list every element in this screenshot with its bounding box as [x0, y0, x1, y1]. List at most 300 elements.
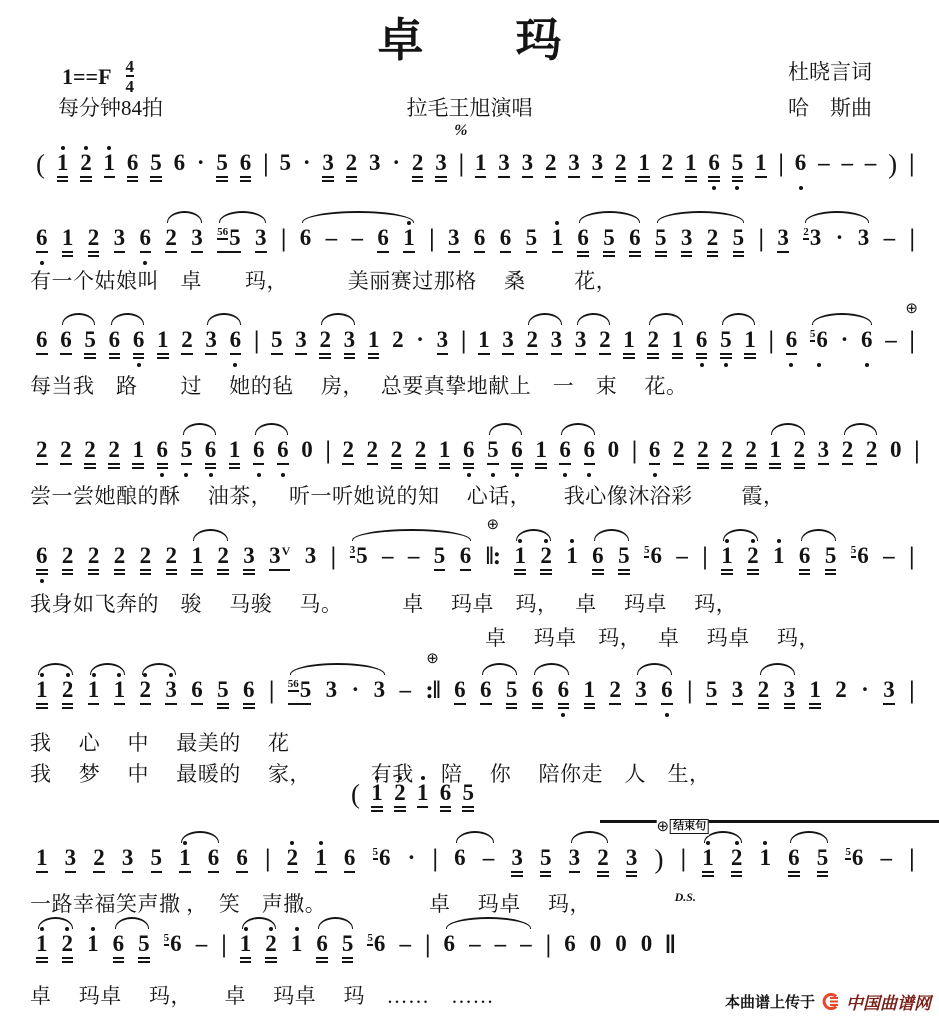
dash-note: –	[325, 225, 338, 250]
upload-note: 本曲谱上传于	[724, 995, 815, 1011]
note: 2	[88, 538, 100, 584]
note: 3	[304, 543, 317, 568]
lyricist-credit: 杜晓言词	[788, 60, 872, 84]
note: 1	[535, 432, 547, 478]
dash-note: –	[676, 543, 688, 568]
octave-dot	[40, 579, 44, 583]
barline: ‖	[665, 930, 675, 959]
grace-note: 56	[287, 678, 299, 690]
note: 1	[371, 775, 383, 821]
key-signature: 1==F	[62, 63, 112, 89]
note: 6	[109, 322, 121, 368]
note: 3	[325, 677, 338, 702]
octave-dot	[491, 473, 495, 477]
note: 6	[480, 672, 492, 718]
note: 1	[769, 432, 781, 478]
note: 5	[618, 538, 630, 584]
note: 6	[708, 145, 720, 191]
note: 1	[315, 840, 327, 886]
note: 5	[655, 220, 667, 266]
slur-arc	[446, 917, 531, 929]
note: 1	[702, 840, 714, 886]
barline: ‖: ⊕	[485, 517, 501, 570]
note: 6	[127, 145, 139, 191]
ending-bracket-line	[600, 820, 939, 823]
barline: |	[687, 677, 692, 704]
note: 1	[623, 322, 635, 368]
note: 3	[295, 322, 307, 368]
barline: |	[778, 150, 783, 177]
barline: | %	[454, 122, 468, 177]
site-logo-icon	[822, 993, 839, 1010]
duration-dot: ·	[351, 677, 360, 702]
dash-note: –	[818, 150, 830, 175]
barline: |	[545, 931, 551, 958]
note: 3	[569, 840, 581, 886]
note: 2	[346, 145, 358, 191]
note: 5	[279, 150, 291, 175]
note: 6	[474, 220, 486, 266]
note: 3	[65, 840, 77, 886]
note: 6	[649, 432, 661, 478]
note: 1	[157, 322, 169, 368]
note: 2	[412, 145, 424, 191]
note: 1	[809, 672, 821, 718]
note: 1	[638, 145, 650, 191]
barline: :‖ ⊕	[425, 651, 440, 704]
dash-note: –	[885, 327, 897, 352]
note: 56 5	[217, 220, 241, 266]
grace-note: 5	[809, 328, 816, 340]
dash-note: –	[381, 543, 394, 568]
note: 5	[526, 220, 538, 266]
note: 3	[784, 672, 796, 718]
note: 3	[818, 432, 830, 478]
song-title: 卓 玛	[377, 15, 562, 66]
octave-dot	[257, 473, 261, 477]
note: 1	[36, 926, 48, 972]
note: 2	[721, 432, 733, 478]
note: 6	[696, 322, 708, 368]
note: 5	[271, 322, 283, 368]
note: 2	[62, 672, 74, 718]
note: 2	[599, 322, 611, 368]
score-line	[35, 651, 915, 720]
note: 2	[367, 432, 379, 478]
octave-dot	[184, 473, 188, 477]
note: 0	[607, 437, 620, 462]
note: 1	[36, 840, 48, 886]
note: 3	[322, 145, 334, 191]
note: 6	[558, 672, 570, 718]
note: 5	[434, 538, 446, 584]
score-line	[35, 517, 915, 586]
segno-icon: %	[454, 122, 468, 139]
note: 2	[707, 220, 719, 266]
note: 2	[391, 432, 403, 478]
note: 6	[799, 538, 811, 584]
paren: (	[351, 779, 360, 809]
note: 2	[108, 432, 120, 478]
barline: |	[768, 327, 774, 354]
note: 1	[744, 322, 756, 368]
duration-dot: ·	[196, 150, 205, 175]
barline: |	[758, 225, 764, 252]
note: 1	[478, 322, 490, 368]
lyric-line: 有一个姑娘叫 卓 玛， 美丽赛过那格 桑 花，	[30, 269, 618, 293]
dash-note: –	[864, 150, 877, 175]
grace-note: 56	[217, 226, 229, 238]
note: 2	[731, 840, 743, 886]
paren: (	[36, 149, 45, 179]
duration-dot: ·	[840, 327, 849, 352]
footer	[725, 989, 931, 1014]
grace-note: 5	[643, 544, 650, 556]
note: 2	[662, 145, 674, 191]
note: 2	[140, 538, 152, 584]
octave-dot	[865, 363, 869, 367]
note: 1	[672, 322, 684, 368]
note: 5	[540, 840, 552, 886]
barline: |	[909, 677, 914, 704]
note: 6	[140, 220, 152, 266]
note: 6	[577, 220, 589, 266]
octave-dot	[700, 363, 704, 367]
barline: |	[325, 437, 330, 464]
octave-dot	[712, 186, 716, 190]
grace-note: 5	[850, 544, 857, 556]
barline: |	[424, 931, 430, 958]
note: 5	[603, 220, 615, 266]
note: 5 6	[845, 845, 864, 870]
note: 1	[291, 926, 303, 972]
barline: |	[432, 845, 437, 872]
note: 3	[883, 672, 895, 718]
note: 6	[208, 840, 220, 886]
note: 2	[597, 840, 609, 886]
coda-icon: ⊕	[426, 651, 439, 667]
duration-dot: ·	[861, 677, 869, 702]
octave-dot	[137, 363, 141, 367]
note: 2	[415, 432, 427, 478]
barline: | D.S. ⊕ 结束句	[681, 840, 686, 888]
note: 5	[181, 432, 193, 478]
note: 2	[615, 145, 627, 191]
ending-section-label	[657, 817, 710, 836]
lyric-line: 我身如飞奔的 骏 马骏 马。 卓 玛卓 玛， 卓 玛卓 玛，	[30, 592, 738, 616]
note: 3	[437, 322, 449, 368]
note: 1	[566, 538, 578, 584]
dash-note: –	[351, 225, 364, 250]
note: 6	[243, 672, 255, 718]
note: 6	[253, 432, 265, 478]
note: 3	[373, 677, 386, 702]
note: 3 V	[269, 538, 290, 584]
note: 3	[114, 220, 126, 266]
note: 5	[84, 322, 96, 368]
note: 6	[440, 775, 452, 821]
note: 3	[448, 220, 460, 266]
dash-note: –	[841, 150, 853, 175]
score-line	[35, 926, 675, 975]
note: 1	[685, 145, 697, 191]
note: 6	[460, 538, 472, 584]
lyric-line: 卓 玛卓 玛， 卓 玛卓 玛，	[485, 626, 820, 650]
note: 2	[287, 840, 299, 886]
note: 0	[889, 437, 902, 462]
note: 3	[205, 322, 217, 368]
slur-arc	[657, 211, 744, 223]
note: 5 6	[367, 931, 386, 956]
barline: |	[908, 150, 914, 177]
site-name: 中国曲谱网	[846, 994, 931, 1013]
grace-note: 5	[367, 932, 373, 944]
meter-denominator: 4	[125, 77, 135, 96]
octave-dot	[467, 473, 471, 477]
note: 56 5	[288, 672, 312, 718]
note: 3	[498, 145, 510, 191]
note: 5	[462, 775, 474, 821]
paren: )	[888, 149, 898, 179]
barline: |	[909, 543, 914, 570]
note: 5	[706, 672, 718, 718]
duration-dot: ·	[416, 327, 424, 352]
note: 6	[36, 220, 48, 266]
tempo-marking: 每分钟84拍	[58, 96, 163, 120]
note: 2	[165, 220, 177, 266]
octave-dot	[653, 473, 657, 477]
note: 1	[439, 432, 451, 478]
grace-note: 5	[372, 846, 379, 858]
note: 5 6	[810, 322, 828, 368]
octave-dot	[233, 363, 237, 367]
barline: |	[909, 845, 914, 872]
coda-icon: ⊕	[486, 517, 500, 533]
note: 1	[755, 145, 767, 191]
note: 2	[526, 322, 538, 368]
barline: |	[265, 845, 270, 872]
note: 5	[138, 926, 150, 972]
duration-dot: ·	[835, 225, 844, 250]
lyric-line: 每当我 路 过 她的毡 房， 总要真挚地献上 一 束 花。	[30, 374, 688, 398]
note: 3	[511, 840, 523, 886]
note: 5	[732, 145, 744, 191]
octave-dot	[724, 363, 728, 367]
note: 3	[522, 145, 534, 191]
duration-dot: ·	[302, 150, 311, 175]
note: 5	[506, 672, 518, 718]
note: 3	[568, 145, 580, 191]
note: 3	[243, 538, 255, 584]
octave-dot	[209, 473, 213, 477]
score-line	[35, 432, 920, 480]
dash-note: –	[399, 677, 411, 702]
note: 6	[277, 432, 289, 478]
note: 3	[435, 145, 447, 191]
note: 6	[532, 672, 544, 718]
barline: |	[429, 225, 434, 252]
octave-dot	[665, 713, 669, 717]
note: 6	[861, 322, 873, 368]
note: 6	[511, 432, 523, 478]
octave-dot	[281, 473, 285, 477]
note: 3	[502, 322, 514, 368]
octave-dot	[561, 713, 565, 717]
note: 1	[87, 926, 99, 972]
note: 3	[551, 322, 563, 368]
note: 6	[786, 322, 798, 368]
duration-dot: ·	[407, 845, 416, 870]
duration-dot: ·	[392, 150, 401, 175]
note: 5	[151, 840, 163, 886]
grace-note: 5	[163, 932, 170, 944]
dash-note: –	[494, 931, 507, 956]
octave-dot	[563, 473, 567, 477]
note: 6	[500, 220, 512, 266]
note: 0	[301, 437, 313, 462]
note: 2	[540, 538, 552, 584]
dash-note: –	[469, 931, 481, 956]
note: 2	[673, 432, 685, 478]
note: 6	[113, 926, 125, 972]
note: 2	[36, 432, 48, 478]
note: 1	[368, 322, 380, 368]
note: 2	[88, 220, 100, 266]
composer-credit: 哈 斯曲	[788, 96, 872, 120]
note: 2	[93, 840, 105, 886]
note: 2	[745, 432, 757, 478]
note: 2	[866, 432, 878, 478]
note: 1	[132, 432, 144, 478]
note: 5	[733, 220, 745, 266]
note: 6	[316, 926, 328, 972]
note: 2	[697, 432, 709, 478]
note: 1	[475, 145, 487, 191]
note: 6	[344, 840, 356, 886]
note: 5	[150, 145, 162, 191]
barline: | ⊕	[905, 301, 918, 354]
note: 2	[842, 432, 854, 478]
lyric-line: 卓 玛卓 玛， 卓 玛卓 玛 …… ……	[30, 984, 494, 1008]
note: 2 3	[803, 220, 821, 266]
note: 6	[795, 145, 807, 191]
note: 1	[773, 538, 785, 584]
note: 2	[835, 677, 847, 702]
note: 1	[584, 672, 596, 718]
octave-dot	[160, 473, 164, 477]
note: 6	[788, 840, 800, 886]
note: 6	[629, 220, 641, 266]
note: 2	[62, 926, 74, 972]
grace-note: 2	[803, 226, 809, 238]
octave-dot	[587, 473, 591, 477]
note: 1	[721, 538, 733, 584]
note: 1	[759, 840, 771, 886]
note: 5	[342, 926, 354, 972]
lyric-line: 我 梦 中 最暖的 家， 有我 陪 你 陪你走 人 生，	[30, 762, 711, 786]
barline: |	[914, 437, 919, 464]
note: 5 6	[643, 543, 662, 568]
note: 0	[615, 931, 627, 956]
score-line	[35, 220, 915, 268]
octave-dot	[799, 186, 803, 190]
note: 2	[747, 538, 759, 584]
note: 1	[57, 145, 69, 191]
note: 6	[454, 840, 466, 886]
note: 2	[84, 432, 96, 478]
note: 6	[559, 432, 571, 478]
paren: )	[654, 844, 664, 874]
note: 2	[758, 672, 770, 718]
score-line	[35, 122, 915, 195]
note: 2	[140, 672, 152, 718]
coda-icon: ⊕	[656, 819, 670, 835]
barline: |	[268, 677, 274, 704]
note: 6	[205, 432, 217, 478]
note: 2	[609, 672, 621, 718]
note: 1	[552, 220, 564, 266]
barline: |	[263, 150, 268, 177]
note: 1	[104, 145, 116, 191]
note: 6	[444, 926, 456, 972]
note: 3	[681, 220, 693, 266]
note: 5	[217, 672, 229, 718]
note: 3	[575, 322, 587, 368]
note: 1	[229, 432, 241, 478]
note: 3	[369, 150, 381, 175]
dash-note: –	[407, 543, 420, 568]
note: 2	[319, 322, 331, 368]
note: 6	[133, 322, 145, 368]
note: 2	[394, 775, 406, 821]
barline: |	[460, 327, 466, 354]
note: 3 5	[350, 538, 368, 584]
note: 1	[114, 672, 126, 718]
note: 1	[514, 538, 526, 584]
note: 6	[191, 672, 203, 718]
note: 2	[545, 145, 557, 191]
octave-dot	[817, 363, 821, 367]
note: 6	[230, 322, 242, 368]
lyric-line: 尝一尝她酿的酥 油茶， 听一听她说的知 心话， 我心像沐浴彩 霞，	[30, 484, 785, 508]
ending-label-box: 结束句	[670, 819, 709, 835]
note: 3	[255, 220, 267, 266]
note: 1	[88, 672, 100, 718]
barline: |	[221, 931, 226, 958]
note: 6	[584, 432, 596, 478]
note: 2	[62, 538, 74, 584]
note: 6	[236, 840, 248, 886]
note: 6	[661, 672, 673, 718]
note: 5	[720, 322, 732, 368]
lyric-line: 一路幸福笑声撒 ， 笑 声撒。 卓 玛卓 玛，	[30, 892, 591, 916]
note: 3	[777, 220, 789, 266]
barline: |	[330, 543, 336, 570]
note: 3	[626, 840, 638, 886]
performer-credit: 拉毛王旭演唱	[406, 96, 533, 120]
note: 6	[36, 322, 48, 368]
score-line	[35, 819, 915, 904]
note: 6	[463, 432, 475, 478]
note: 2	[166, 538, 178, 584]
note: 6	[300, 220, 312, 266]
note: 1	[240, 926, 252, 972]
note: 2	[60, 432, 72, 478]
barline: |	[702, 543, 707, 570]
note: 6	[240, 145, 252, 191]
note: 2	[80, 145, 92, 191]
note: 6	[60, 322, 72, 368]
